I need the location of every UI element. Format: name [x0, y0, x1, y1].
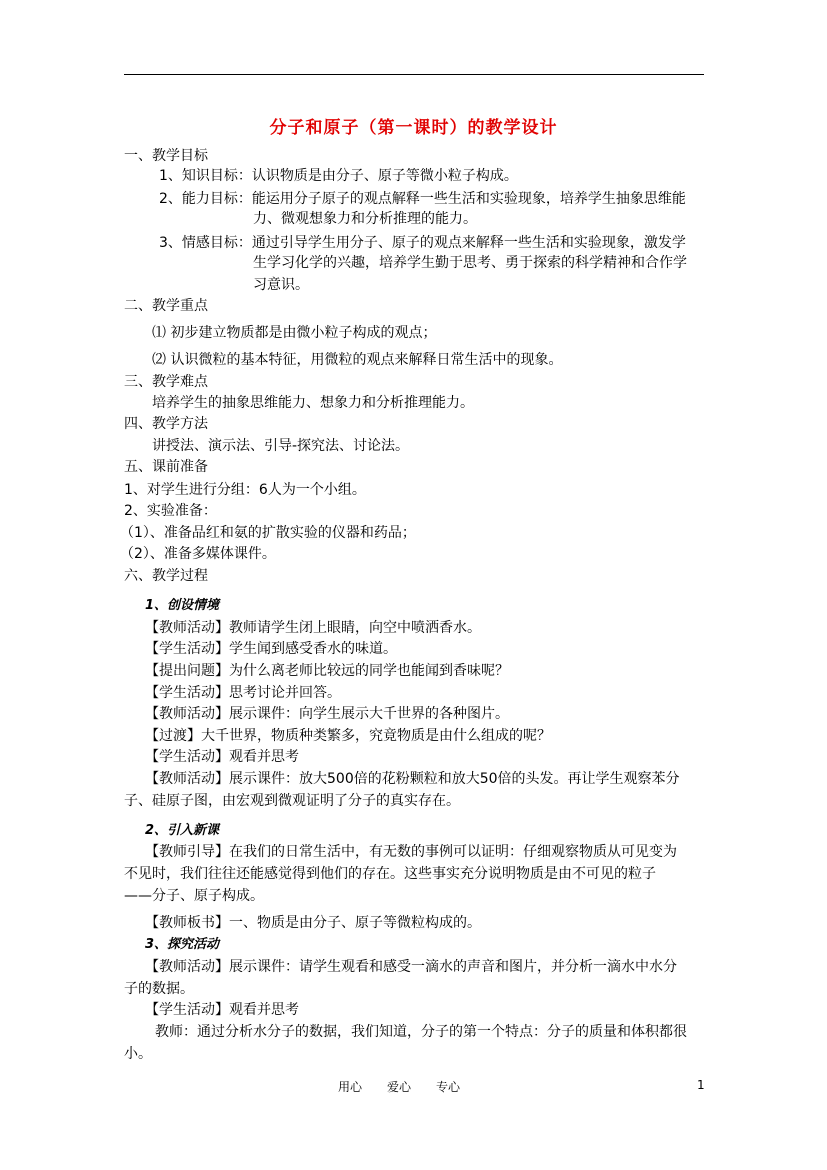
paragraph-line: 【教师活动】展示课件：向学生展示大千世界的各种图片。 [145, 706, 509, 722]
paragraph-line: 【提出问题】为什么离老师比较远的同学也能闻到香味呢？ [145, 663, 509, 679]
paragraph-line: 【教师活动】教师请学生闭上眼睛，向空中喷洒香水。 [145, 620, 481, 636]
subsection-heading: 3、探究活动 [145, 937, 220, 952]
section-heading: 一、教学目标 [124, 148, 208, 164]
paragraph-line: 子的数据。 [124, 981, 194, 997]
footer-motto-2: 爱心 [387, 1080, 412, 1094]
paragraph-line: 2、能力目标：能运用分子原子的观点解释一些生活和实验现象，培养学生抽象思维能 [159, 191, 686, 207]
paragraph-line: （1）、准备品红和氨的扩散实验的仪器和药品； [120, 525, 416, 541]
paragraph-line: 【教师活动】展示课件：放大500倍的花粉颗粒和放大50倍的头发。再让学生观察苯分 [145, 771, 680, 787]
header-rule [124, 74, 704, 75]
paragraph-line: 讲授法、演示法、引导-探究法、讨论法。 [152, 438, 410, 454]
paragraph-line: 1、知识目标：认识物质是由分子、原子等微小粒子构成。 [159, 168, 518, 184]
section-heading: 二、教学重点 [124, 298, 208, 314]
paragraph-line: 3、情感目标：通过引导学生用分子、原子的观点来解释一些生活和实验现象，激发学 [159, 235, 686, 251]
subsection-heading: 1、创设情境 [145, 598, 220, 613]
paragraph-line: 力、微观想象力和分析推理的能力。 [253, 211, 477, 227]
footer-motto-3: 专心 [436, 1080, 461, 1094]
section-heading: 三、教学难点 [124, 374, 208, 390]
page-number: 1 [697, 1078, 705, 1092]
paragraph-line: 不见时，我们往往还能感觉得到他们的存在。这些事实充分说明物质是由不可见的粒子 [124, 866, 656, 882]
paragraph-line: 子、硅原子图，由宏观到微观证明了分子的真实存在。 [124, 793, 460, 809]
paragraph-line: （2）、准备多媒体课件。 [120, 546, 276, 562]
paragraph-line: ⑴ 初步建立物质都是由微小粒子构成的观点； [152, 325, 437, 341]
paragraph-line: 【学生活动】思考讨论并回答。 [145, 685, 341, 701]
paragraph-line: 2、实验准备： [124, 503, 217, 519]
paragraph-line: 【教师板书】一、物质是由分子、原子等微粒构成的。 [145, 915, 481, 931]
paragraph-line: 【教师引导】在我们的日常生活中，有无数的事例可以证明：仔细观察物质从可见变为 [145, 844, 677, 860]
paragraph-line: 【学生活动】观看并思考 [145, 1002, 299, 1018]
paragraph-line: 培养学生的抽象思维能力、想象力和分析推理能力。 [152, 395, 474, 411]
subsection-heading: 2、引入新课 [145, 823, 220, 838]
paragraph-line: ——分子、原子构成。 [124, 888, 264, 904]
paragraph-line: 生学习化学的兴趣，培养学生勤于思考、勇于探索的科学精神和合作学 [253, 255, 687, 271]
document-title: 分子和原子（第一课时）的教学设计 [269, 118, 558, 138]
paragraph-line: 小。 [124, 1046, 152, 1062]
paragraph-line: 1、对学生进行分组：6人为一个小组。 [124, 482, 366, 498]
paragraph-line: 【过渡】大千世界，物质种类繁多，究竟物质是由什么组成的呢？ [145, 728, 551, 744]
paragraph-line: 【学生活动】学生闻到感受香水的味道。 [145, 641, 397, 657]
paragraph-line: 【学生活动】观看并思考 [145, 749, 299, 765]
section-heading: 六、教学过程 [124, 568, 208, 584]
section-heading: 四、教学方法 [124, 416, 208, 432]
section-heading: 五、课前准备 [124, 459, 208, 475]
paragraph-line: 习意识。 [253, 277, 309, 293]
paragraph-line: 【教师活动】展示课件：请学生观看和感受一滴水的声音和图片，并分析一滴水中水分 [145, 959, 677, 975]
footer-motto-1: 用心 [338, 1080, 363, 1094]
paragraph-line: 教师：通过分析水分子的数据，我们知道，分子的第一个特点：分子的质量和体积都很 [155, 1024, 687, 1040]
paragraph-line: ⑵ 认识微粒的基本特征，用微粒的观点来解释日常生活中的现象。 [152, 352, 563, 368]
